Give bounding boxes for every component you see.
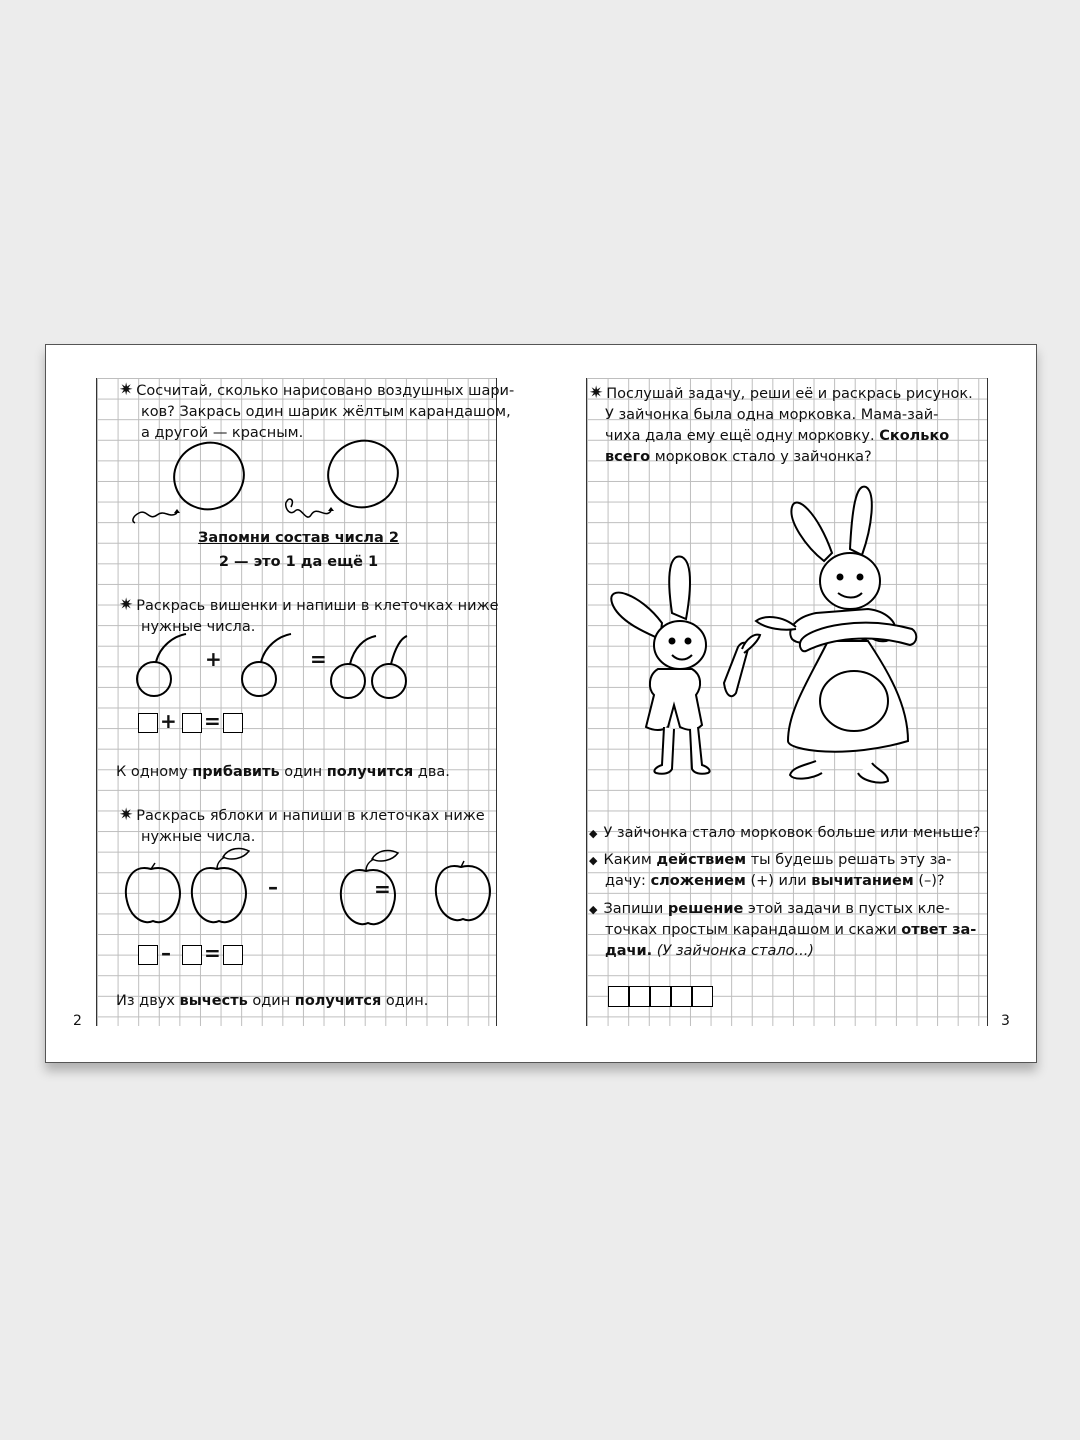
equals-sign: = [310,647,327,671]
diamond-marker-icon: ◆ [589,854,598,867]
equals-sign: = [374,877,391,901]
answer-cell[interactable] [671,986,692,1007]
task2-text: ✷ Раскрась вишенки и напиши в клеточках ниже нужные числа. [119,595,499,635]
answer-cell[interactable] [692,986,713,1007]
balloons-illustration[interactable] [131,441,411,531]
minus-sign: – [161,941,171,965]
right-page-number: 3 [1001,1013,1010,1029]
equals-sign: = [204,941,221,965]
left-page-number: 2 [73,1013,82,1029]
answer-cell[interactable] [608,986,629,1007]
plus-sign: + [160,709,177,733]
minus-sign: – [268,875,278,899]
answer-cell[interactable] [138,945,158,965]
remember-title: Запомни состав числа 2 [198,530,399,546]
star-marker-icon: ✷ [589,383,604,403]
right-task-text: ✷ Послушай задачу, реши её и раскрась рисунок. У зайчонка была одна морковка. Мама-зай- чиха дала ему ещё одну морковку. Сколько всего морковок стало у зайчонка? [589,383,973,465]
star-marker-icon: ✷ [119,380,134,400]
answer-cell[interactable] [223,945,243,965]
question-3: ◆ Запиши решение этой задачи в пустых кле- точках простым карандашом и скажи ответ за- дачи. (У зайчонка стало...) [589,901,977,959]
star-marker-icon: ✷ [119,805,134,825]
remember-rule: 2 — это 1 да ещё 1 [218,554,379,570]
task1-text: ✷ Сосчитай, сколько нарисовано воздушных шари- ков? Закрась один шарик жёлтым карандашом, а другой — красным. [119,380,515,441]
plus-sign: + [205,647,222,671]
question-2: ◆ Каким действием ты будешь решать эту за- дачу: сложением (+) или вычитанием (–)? [589,852,952,889]
diamond-marker-icon: ◆ [589,903,598,916]
addition-sentence: К одному прибавить один получится два. [116,764,450,780]
answer-cell[interactable] [182,713,202,733]
apples-illustration[interactable] [121,847,481,927]
answer-cell[interactable] [650,986,671,1007]
diamond-marker-icon: ◆ [589,827,598,840]
workbook-spread [45,344,1037,1063]
star-marker-icon: ✷ [119,595,134,615]
answer-cell[interactable] [223,713,243,733]
answer-cell[interactable] [182,945,202,965]
subtraction-sentence: Из двух вычесть один получится один. [116,993,429,1009]
equals-sign: = [204,709,221,733]
answer-cell[interactable] [138,713,158,733]
bunnies-illustration[interactable] [606,473,946,808]
question-1: ◆ У зайчонка стало морковок больше или меньше? [589,825,981,841]
cherries-illustration[interactable] [131,633,421,703]
task3-text: ✷ Раскрась яблоки и напиши в клеточках ниже нужные числа. [119,805,485,845]
answer-cell[interactable] [629,986,650,1007]
